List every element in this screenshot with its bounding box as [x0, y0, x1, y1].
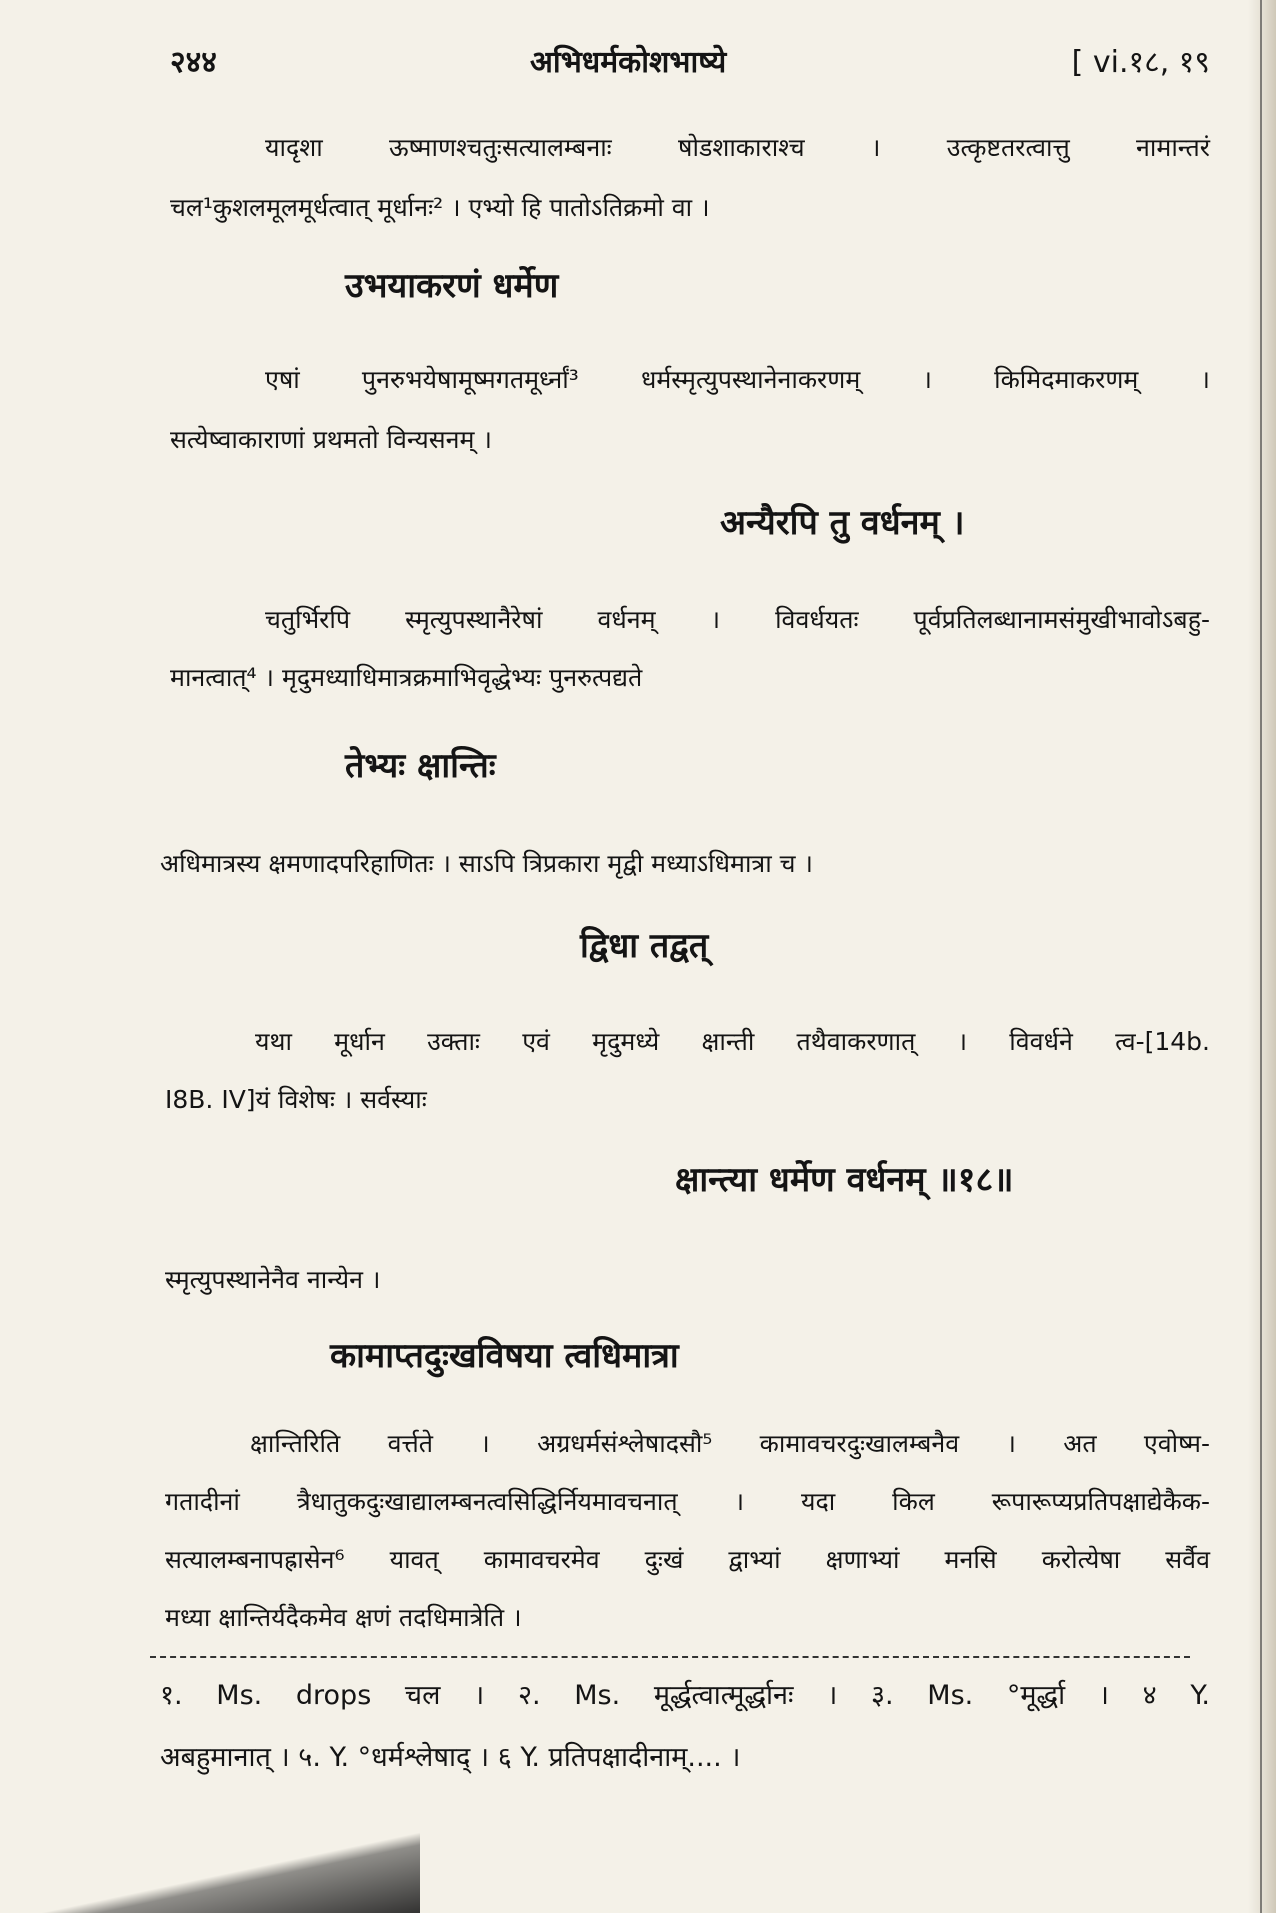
scan-corner-shadow [0, 1823, 420, 1913]
paragraph-3-line-1: चतुर्भिरपि स्मृत्युपस्थानैरेषां वर्धनम् । विवर्धयतः पूर्वप्रतिलब्धानामसंमुखीभावोऽबहु- [265, 605, 1210, 634]
binding-edge-line [1260, 0, 1262, 1913]
paragraph-1-line-2: चल¹कुशलमूलमूर्धत्वात् मूर्धानः² । एभ्यो हि पातोऽतिक्रमो वा । [170, 193, 710, 222]
paragraph-7-line-3: सत्यालम्बनापह्रासेन⁶ यावत् कामावचरमेव दुःखं द्वाभ्यां क्षणाभ्यां मनसि करोत्येषा सर्वैव [165, 1545, 1210, 1574]
paragraph-7-line-4: मध्या क्षान्तिर्यदैकमेव क्षणं तदधिमात्रेति । [165, 1603, 522, 1632]
footnote-line-1: १. Ms. drops चल । २. Ms. मूर्द्धत्वात्मूर्द्धानः । ३. Ms. °मूर्द्धा । ४ Y. [160, 1680, 1210, 1711]
karika-ubhayakaranam: उभयाकरणं धर्मेण [345, 266, 559, 306]
footnote-divider [150, 1656, 1190, 1658]
paragraph-5-line-2: I8B. IV]यं विशेषः । सर्वस्याः [165, 1085, 427, 1114]
page-edge-shadow [1248, 0, 1276, 1913]
paragraph-3-line-2: मानत्वात्⁴ । मृदुमध्याधिमात्रक्रमाभिवृद्धेभ्यः पुनरुत्पद्यते [170, 663, 643, 692]
paragraph-6-line-1: स्मृत्युपस्थानेनैव नान्येन । [165, 1265, 381, 1294]
paragraph-4-line-1: अधिमात्रस्य क्षमणादपरिहाणितः । साऽपि त्रिप्रकारा मृद्वी मध्याऽधिमात्रा च । [160, 849, 813, 878]
karika-anyair-api: अन्यैरपि तु वर्धनम् । [720, 503, 965, 543]
footnote-line-2: अबहुमानात् । ५. Y. °धर्मश्लेषाद् । ६ Y. प्रतिपक्षादीनाम्.... । [160, 1742, 741, 1773]
running-title: अभिधर्मकोशभाष्ये [530, 45, 727, 80]
page-header [170, 40, 1210, 90]
paragraph-5-line-1: यथा मूर्धान उक्ताः एवं मृदुमध्ये क्षान्ती तथैवाकरणात् । विवर्धने त्व-[14b. [255, 1027, 1210, 1056]
paragraph-7-line-1: क्षान्तिरिति वर्त्तते । अग्रधर्मसंश्लेषादसौ⁵ कामावचरदुःखालम्बनैव । अत एवोष्म- [250, 1429, 1210, 1458]
karika-kshantya-dharmena: क्षान्त्या धर्मेण वर्धनम् ॥१८॥ [675, 1160, 1014, 1200]
paragraph-2-line-1: एषां पुनरुभयेषामूष्मगतमूर्ध्नां³ धर्मस्मृत्युपस्थानेनाकरणम् । किमिदमाकरणम् । [265, 365, 1210, 394]
paragraph-2-line-2: सत्येष्वाकाराणां प्रथमतो विन्यसनम् । [170, 425, 492, 454]
page-number: २४४ [170, 45, 217, 80]
paragraph-7-line-2: गतादीनां त्रैधातुकदुःखाद्यालम्बनत्वसिद्धिर्नियमावचनात् । यदा किल रूपारूप्यप्रतिपक्षाद्येकैक- [165, 1487, 1210, 1516]
karika-tebhyah-kshantih: तेभ्यः क्षान्तिः [345, 746, 496, 786]
karika-dvidha-tadvat: द्विधा तद्वत् [580, 926, 709, 966]
paragraph-1-line-1: यादृशा ऊष्माणश्चतुःसत्यालम्बनाः षोडशाकाराश्च । उत्कृष्टतरत्वात्तु नामान्तरं [265, 133, 1210, 162]
karika-kamapta-duhkha: कामाप्तदुःखविषया त्वधिमात्रा [330, 1336, 679, 1376]
verse-reference: [ vi.१८, १९ [1071, 45, 1210, 80]
